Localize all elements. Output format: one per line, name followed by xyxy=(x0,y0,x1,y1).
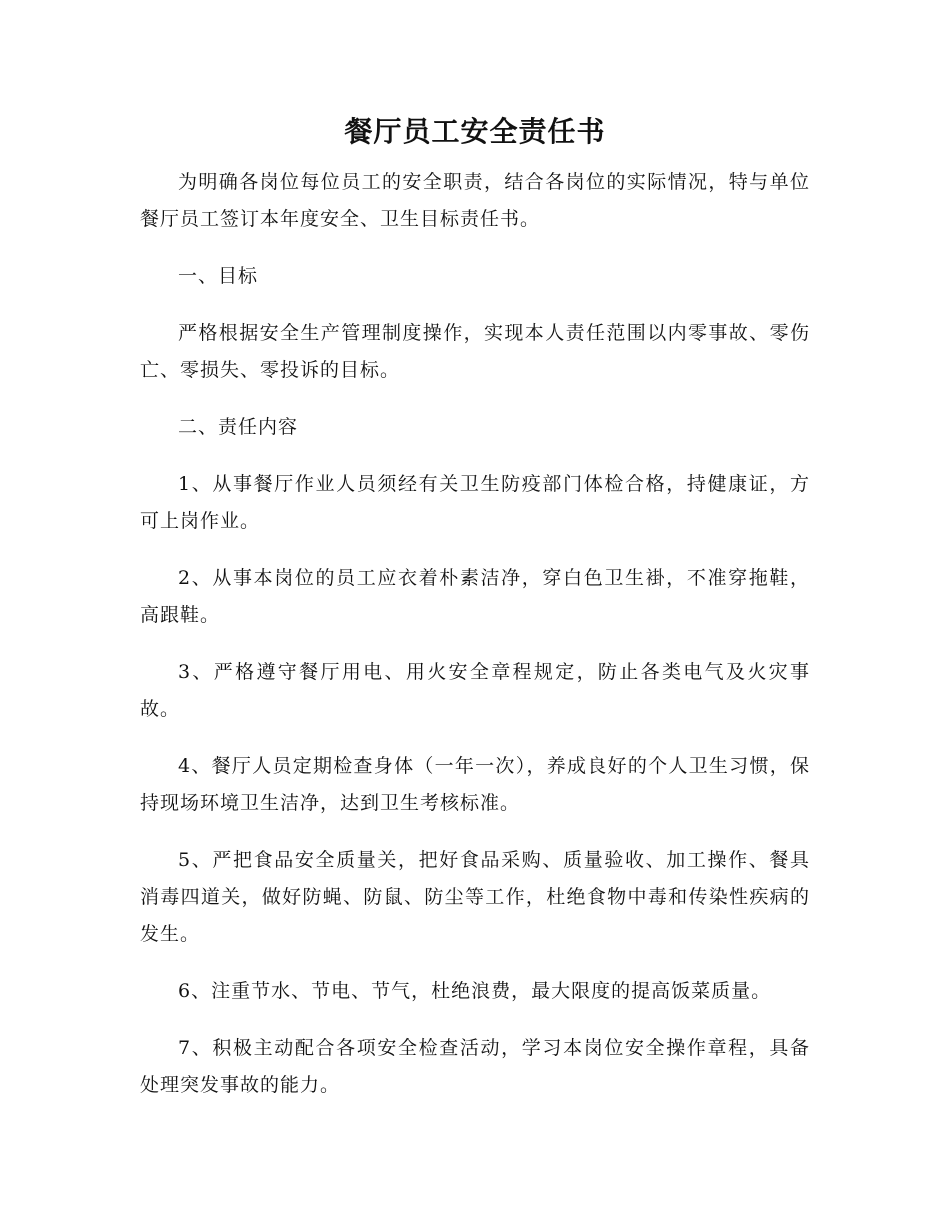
responsibility-item-3: 3、严格遵守餐厅用电、用火安全章程规定，防止各类电气及火灾事故。 xyxy=(140,661,810,720)
responsibility-item-1: 1、从事餐厅作业人员须经有关卫生防疫部门体检合格，持健康证，方可上岗作业。 xyxy=(140,473,810,532)
intro-paragraph: 为明确各岗位每位员工的安全职责，结合各岗位的实际情况，特与单位餐厅员工签订本年度安全、卫生目标责任书。 xyxy=(140,171,810,230)
section-heading-goal: 一、目标 xyxy=(178,265,259,287)
responsibility-item-7: 7、积极主动配合各项安全检查活动，学习本岗位安全操作章程，具备处理突发事故的能力。 xyxy=(140,1037,810,1096)
document-title: 餐厅员工安全责任书 xyxy=(344,115,606,148)
responsibility-item-2: 2、从事本岗位的员工应衣着朴素洁净，穿白色卫生褂，不准穿拖鞋，高跟鞋。 xyxy=(140,567,810,626)
responsibility-item-6: 6、注重节水、节电、节气，杜绝浪费，最大限度的提高饭菜质量。 xyxy=(178,980,772,1002)
section-heading-responsibilities: 二、责任内容 xyxy=(178,416,299,438)
goal-paragraph: 严格根据安全生产管理制度操作，实现本人责任范围以内零事故、零伤亡、零损失、零投诉的目标。 xyxy=(140,322,810,381)
responsibility-item-4: 4、餐厅人员定期检查身体（一年一次），养成良好的个人卫生习惯，保持现场环境卫生洁净，达到卫生考核标准。 xyxy=(140,755,810,814)
responsibility-item-5: 5、严把食品安全质量关，把好食品采购、质量验收、加工操作、餐具消毒四道关，做好防蝇、防鼠、防尘等工作，杜绝食物中毒和传染性疾病的发生。 xyxy=(140,849,810,945)
